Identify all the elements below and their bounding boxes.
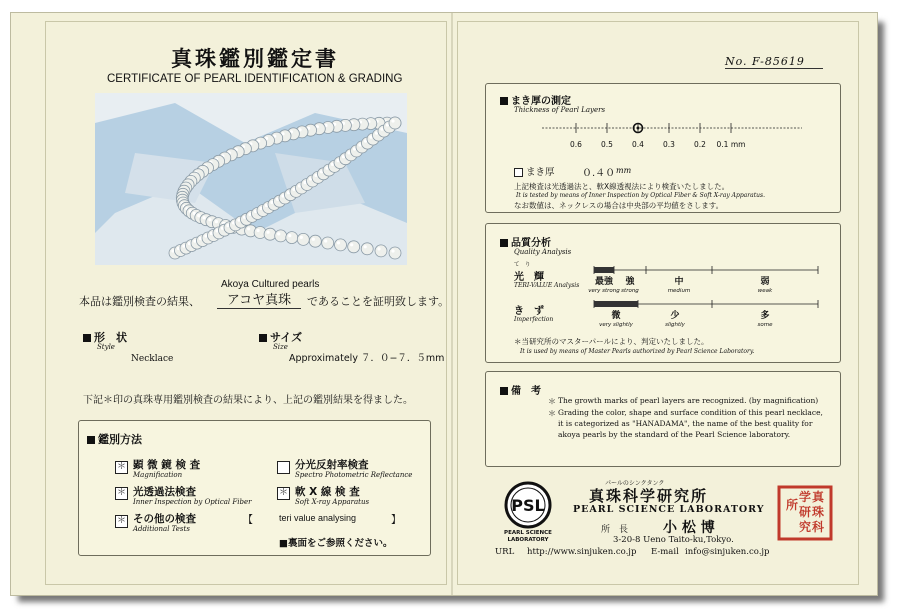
quality-box bbox=[485, 223, 841, 363]
bullet-square bbox=[500, 387, 508, 395]
pearl-highlight bbox=[347, 151, 350, 154]
methods-heading: 鑑別方法 bbox=[87, 431, 142, 447]
director-label: 所 長 bbox=[601, 525, 629, 535]
method-optical-fiber-checkbox[interactable]: ＊ bbox=[116, 488, 126, 498]
seal-char: 学 bbox=[798, 490, 812, 504]
url-label: URL bbox=[495, 547, 515, 557]
pearl-highlight bbox=[380, 128, 383, 131]
pearl-highlight bbox=[267, 231, 270, 234]
psl-logo bbox=[499, 481, 557, 543]
method-magnification-en: Magnification bbox=[133, 471, 183, 479]
teri-ruby: て り bbox=[514, 262, 531, 268]
pearl-highlight bbox=[391, 119, 394, 122]
remark-line-1: The growth marks of pearl layers are recognized. (by magnification) bbox=[558, 396, 819, 405]
size-label: サイズ bbox=[259, 329, 302, 345]
bracket-close: 】 bbox=[391, 515, 401, 526]
remarks-box bbox=[485, 371, 841, 467]
seal-char: 究 bbox=[798, 520, 812, 534]
teri-level-jp: 強 bbox=[625, 277, 635, 287]
imperfection-level-jp: 微 bbox=[611, 311, 621, 321]
methods-box bbox=[78, 420, 431, 556]
remarks-heading: 備 考 bbox=[500, 382, 541, 397]
pearl-highlight bbox=[364, 140, 367, 143]
seal-char: 真 bbox=[811, 490, 825, 504]
pearl-highlight bbox=[277, 232, 280, 235]
pearl-highlight bbox=[325, 167, 328, 170]
thickness-tick-label: 0.3 bbox=[663, 140, 675, 149]
method-xray-label: 軟 X 線 検 査 bbox=[295, 486, 360, 498]
teri-level-en: medium bbox=[667, 288, 691, 294]
pearl-highlight bbox=[288, 234, 291, 237]
bracket-open: 【 bbox=[243, 515, 253, 526]
pearl bbox=[297, 233, 309, 245]
pearl-type-en: Akoya Cultured pearls bbox=[221, 279, 320, 290]
pearl bbox=[361, 243, 373, 255]
email-label: E-mail bbox=[651, 547, 679, 557]
remark-bullet-2: ＊ bbox=[548, 409, 556, 418]
quality-note-2: It is used by means of Master Pearls authorized by Pearl Science Laboratory. bbox=[520, 348, 755, 355]
pearl-highlight bbox=[364, 245, 367, 248]
pearl-highlight bbox=[353, 147, 356, 150]
thickness-heading: まき厚の測定 bbox=[500, 92, 571, 107]
quality-scales bbox=[586, 264, 826, 334]
pearl-highlight bbox=[336, 159, 339, 162]
pearl-highlight bbox=[342, 155, 345, 158]
reverse-side-note: ■裏面をご参照ください。 bbox=[279, 538, 393, 549]
pearl-highlight bbox=[312, 238, 315, 241]
pearl bbox=[264, 228, 276, 240]
pearl-highlight bbox=[375, 132, 378, 135]
imperfection-level-en: very slightly bbox=[599, 322, 633, 328]
lab-ruby: パールのシンクタンク bbox=[605, 480, 665, 487]
method-spectro-en: Spectro Photometric Reflectance bbox=[295, 471, 413, 479]
remark-line-4: akoya pearls by the standard of the Pearl Science laboratory. bbox=[558, 430, 791, 439]
teri-level-en: weak bbox=[757, 288, 773, 294]
thickness-box bbox=[485, 83, 841, 213]
pearl-highlight bbox=[358, 143, 361, 146]
quality-heading: 品質分析 bbox=[500, 234, 551, 249]
certificate bbox=[10, 12, 878, 596]
pearl-highlight bbox=[320, 170, 323, 173]
method-spectro-label: 分光反射率検査 bbox=[295, 459, 369, 471]
lab-name-jp: 真珠科学研究所 bbox=[589, 487, 709, 505]
pearl-highlight bbox=[331, 163, 334, 166]
pearl bbox=[275, 230, 287, 242]
method-magnification-checkbox[interactable]: ＊ bbox=[116, 462, 126, 472]
thickness-heading-en: Thickness of Pearl Layers bbox=[514, 106, 606, 114]
pearl-highlight bbox=[221, 227, 224, 230]
method-optical-fiber-en: Inner Inspection by Optical Fiber bbox=[133, 498, 252, 506]
laboratory-seal bbox=[777, 485, 833, 541]
svg-text:PEARL SCIENCE: PEARL SCIENCE bbox=[504, 530, 552, 536]
thickness-tick-label: 0.1 mm bbox=[716, 140, 746, 149]
quality-heading-en: Quality Analysis bbox=[514, 248, 572, 256]
style-label: 形 状 bbox=[83, 329, 127, 345]
pearl-highlight bbox=[208, 218, 211, 221]
method-magnification-label: 顕 微 鏡 検 査 bbox=[133, 459, 201, 471]
quality-note-1: ＊当研究所のマスターパールにより、判定いたしました。 bbox=[514, 337, 709, 346]
teri-level-en: very strong bbox=[588, 288, 620, 294]
seal-char: 科 bbox=[811, 520, 825, 534]
thickness-tick-label: 0.5 bbox=[601, 140, 613, 149]
title-en: CERTIFICATE OF PEARL IDENTIFICATION & GRADING bbox=[107, 73, 403, 85]
teri-label-en: TERI-VALUE Analysis bbox=[514, 282, 580, 289]
remark-line-3: it is categorized as "HANADAMA", the name of the best quality for bbox=[558, 419, 813, 428]
pearl bbox=[348, 241, 360, 253]
results-intro: 下記＊印の真珠専用鑑別検査の結果により、上記の鑑別結果を得ました。 bbox=[83, 395, 413, 406]
size-label-en: Size bbox=[273, 343, 288, 351]
thickness-value-label: まき厚 bbox=[514, 164, 555, 178]
method-xray-checkbox[interactable]: ＊ bbox=[278, 488, 288, 498]
thickness-value: ０.４０ bbox=[582, 168, 616, 179]
imperfection-grade-bar bbox=[594, 301, 638, 307]
teri-grade-bar bbox=[594, 267, 614, 273]
pearl-highlight bbox=[337, 241, 340, 244]
svg-text:LABORATORY: LABORATORY bbox=[507, 537, 549, 543]
size-value: Approximately ７．０−７．５mm bbox=[289, 353, 445, 364]
teri-level-jp: 中 bbox=[674, 277, 684, 287]
method-additional-checkbox[interactable]: ＊ bbox=[116, 516, 126, 526]
pearl-highlight bbox=[215, 220, 218, 223]
remark-bullet-1: ＊ bbox=[548, 397, 556, 406]
thickness-selected-dot bbox=[637, 127, 640, 130]
pearl-highlight bbox=[197, 214, 200, 217]
thickness-tick-label: 0.2 bbox=[694, 140, 706, 149]
method-xray-en: Soft X-ray Apparatus bbox=[295, 498, 370, 506]
pearl-highlight bbox=[386, 123, 389, 126]
seal-char: 研 bbox=[798, 505, 812, 519]
thickness-note-2: It is tested by means of Inner Inspection by Optical Fiber & Soft X-ray Apparatus. bbox=[516, 192, 765, 199]
imperfection-level-jp: 多 bbox=[760, 311, 770, 321]
thickness-note-1: 上記検査は光透過法と、軟X線透視法により検査いたしました。 bbox=[514, 182, 730, 191]
pearl-highlight bbox=[210, 232, 213, 235]
imperfection-level-jp: 少 bbox=[670, 311, 680, 321]
method-spectro-checkbox[interactable] bbox=[277, 461, 290, 474]
imperfection-level-en: slightly bbox=[665, 322, 685, 328]
thickness-checkbox bbox=[514, 168, 523, 177]
method-additional-en: Additional Tests bbox=[133, 525, 190, 533]
teri-level-en: strong bbox=[621, 288, 639, 294]
seal-char: 所 bbox=[785, 498, 799, 512]
bullet-square bbox=[500, 97, 508, 105]
pearl-highlight bbox=[350, 243, 353, 246]
pearl bbox=[335, 239, 347, 251]
imperfection-label: き ず bbox=[514, 306, 544, 317]
teri-level-jp: 最強 bbox=[594, 277, 614, 287]
style-value: Necklace bbox=[131, 354, 174, 364]
seal-char: 珠 bbox=[811, 505, 825, 519]
pearl bbox=[322, 237, 334, 249]
lab-email-link[interactable]: info@sinjuken.co.jp bbox=[685, 547, 770, 557]
pearl bbox=[389, 117, 401, 129]
imperfection-label-en: Imperfection bbox=[514, 316, 554, 323]
pearl-type-jp: アコヤ真珠 bbox=[217, 289, 301, 309]
thickness-note-3: なお数値は、ネックレスの場合は中央部の平均値をさします。 bbox=[514, 201, 724, 210]
imperfection-level-en: some bbox=[757, 322, 773, 328]
certificate-number: No. F-85619 bbox=[725, 55, 823, 69]
thickness-unit: mm bbox=[616, 166, 632, 175]
pearl bbox=[375, 245, 387, 257]
pearl-highlight bbox=[203, 216, 206, 219]
remark-line-2: Grading the color, shape and surface condition of this pearl necklace, bbox=[558, 408, 823, 417]
pearl bbox=[389, 247, 401, 259]
pearl-highlight bbox=[377, 247, 380, 250]
pearl bbox=[286, 232, 298, 244]
pearl-highlight bbox=[257, 229, 260, 232]
pearl-highlight bbox=[369, 136, 372, 139]
method-additional-label: その他の検査 bbox=[133, 513, 196, 525]
additional-test-detail: teri value analysing bbox=[279, 513, 357, 523]
pearl bbox=[309, 235, 321, 247]
method-optical-fiber-label: 光透過法検査 bbox=[133, 486, 196, 498]
title-jp: 真珠鑑別鑑定書 bbox=[171, 47, 339, 71]
thickness-tick-label: 0.4 bbox=[632, 140, 644, 149]
pearl-highlight bbox=[300, 236, 303, 239]
pearl-necklace-photo bbox=[95, 93, 407, 265]
pearl-highlight bbox=[324, 239, 327, 242]
thickness-scale bbox=[536, 120, 806, 150]
pearl-highlight bbox=[247, 227, 250, 230]
identification-suffix: であることを証明致します。 bbox=[307, 295, 450, 308]
lab-url-link[interactable]: http://www.sinjuken.co.jp bbox=[527, 547, 637, 557]
pearl-highlight bbox=[199, 237, 202, 240]
thickness-tick-label: 0.6 bbox=[570, 140, 582, 149]
bullet-square bbox=[87, 436, 95, 444]
bullet-square bbox=[83, 334, 91, 342]
bullet-square bbox=[500, 239, 508, 247]
lab-address: 3-20-8 Ueno Taito-ku,Tokyo. bbox=[613, 535, 734, 545]
director-name: 小 松 博 bbox=[663, 520, 715, 536]
style-label-en: Style bbox=[97, 343, 115, 351]
bullet-square bbox=[259, 334, 267, 342]
pearl-highlight bbox=[391, 249, 394, 252]
fold-line bbox=[451, 13, 453, 595]
svg-text:PSL: PSL bbox=[511, 496, 545, 515]
identification-prefix: 本品は鑑別検査の結果、 bbox=[79, 295, 200, 308]
lab-name-en: PEARL SCIENCE LABORATORY bbox=[573, 504, 765, 515]
teri-level-jp: 弱 bbox=[760, 277, 770, 287]
teri-label: 光 輝 bbox=[514, 272, 544, 283]
